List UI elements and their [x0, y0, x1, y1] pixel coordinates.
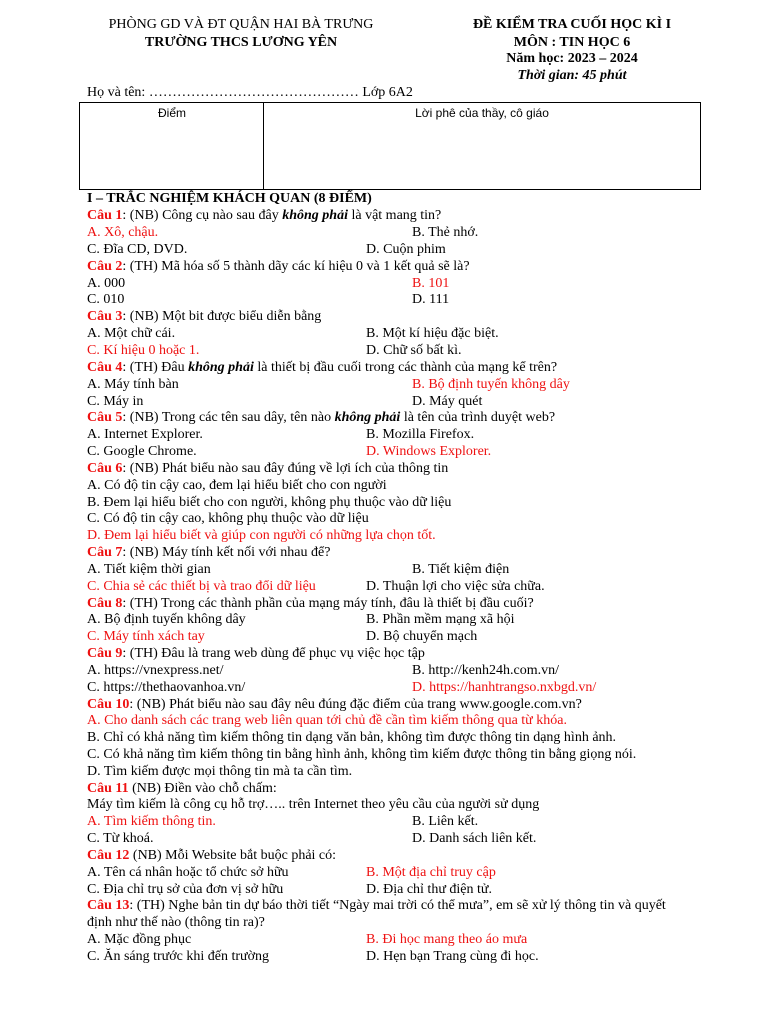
question-2 [87, 259, 470, 275]
question-12-stem: (NB) Mỗi Website bắt buộc phải có: [129, 848, 337, 863]
q5-option-d: D. Windows Explorer. [366, 444, 492, 459]
question-13-stem-2: định như thế nào (thông tin ra)? [87, 915, 265, 930]
school-year: Năm học: 2023 – 2024 [506, 51, 638, 66]
q5-option-c: C. Google Chrome. [87, 444, 197, 459]
question-5-stem-b: là tên của trình duyệt web? [400, 410, 556, 425]
question-4 [87, 360, 557, 376]
question-4-label: Câu 4 [87, 360, 123, 375]
question-10-stem: : (NB) Phát biểu nào sau đây nêu đúng đặc điểm của trang www.google.com.vn? [129, 697, 582, 712]
q2-option-a: A. 000 [87, 276, 126, 291]
question-1 [87, 208, 441, 224]
question-4-emphasis: không phải [188, 360, 254, 375]
q1-option-c: C. Đĩa CD, DVD. [87, 242, 188, 257]
question-1-emphasis: không phải [282, 208, 348, 223]
question-11-label: Câu 11 [87, 781, 129, 796]
exam-duration: Thời gian: 45 phút [517, 68, 627, 83]
q3-option-a: A. Một chữ cái. [87, 326, 176, 341]
q9-option-b: B. http://kenh24h.com.vn/ [412, 663, 559, 678]
q6-option-d: D. Đem lại hiểu biết và giúp con người có những lựa chọn tốt. [87, 528, 436, 543]
question-1-stem-b: là vật mang tin? [347, 208, 442, 223]
question-4-stem-a: : (TH) Đâu [122, 360, 189, 375]
question-1-label: Câu 1 [87, 208, 123, 223]
question-11 [87, 781, 277, 797]
q4-option-a: A. Máy tính bàn [87, 377, 179, 392]
score-table [79, 102, 701, 190]
teacher-comment-header: Lời phê của thầy, cô giáo [415, 106, 549, 120]
question-7 [87, 545, 330, 561]
question-10-label: Câu 10 [87, 697, 130, 712]
question-9 [87, 646, 425, 662]
q8-option-d: D. Bộ chuyển mạch [366, 629, 478, 644]
q2-option-c: C. 010 [87, 292, 125, 307]
question-10 [87, 697, 582, 713]
q7-option-c: C. Chia sẻ các thiết bị và trao đổi dữ liệu [87, 579, 316, 594]
q13-option-a: A. Mặc đồng phục [87, 932, 192, 947]
q7-option-d: D. Thuận lợi cho việc sửa chữa. [366, 579, 545, 594]
q1-option-b: B. Thẻ nhớ. [412, 225, 479, 240]
department-name: PHÒNG GD VÀ ĐT QUẬN HAI BÀ TRƯNG [108, 17, 374, 32]
section-title: I – TRẮC NGHIỆM KHÁCH QUAN (8 ĐIỂM) [87, 191, 372, 206]
question-13-stem: : (TH) Nghe bản tin dự báo thời tiết “Ngày mai trời có thể mưa”, em sẽ xử lý thông tin và quyết [129, 898, 666, 913]
student-name-line: Họ và tên: ……………………………………… Lớp 6A2 [87, 85, 413, 100]
question-1-stem-a: : (NB) Công cụ nào sau đây [122, 208, 283, 223]
q8-option-c: C. Máy tính xách tay [87, 629, 205, 644]
question-8 [87, 596, 534, 612]
question-7-stem: : (NB) Máy tính kết nối với nhau để? [122, 545, 331, 560]
q9-option-d: D. https://hanhtrangso.nxbgd.vn/ [412, 680, 597, 695]
question-3-stem: : (NB) Một bit được biểu diễn bằng [122, 309, 322, 324]
q11-option-b: B. Liên kết. [412, 814, 479, 829]
q9-option-a: A. https://vnexpress.net/ [87, 663, 224, 678]
question-4-stem-b: là thiết bị đầu cuối trong các thành của mạng kể trên? [253, 360, 558, 375]
q3-option-c: C. Kí hiệu 0 hoặc 1. [87, 343, 200, 358]
question-12-label: Câu 12 [87, 848, 130, 863]
q10-option-c: C. Có khả năng tìm kiếm thông tin bằng hình ảnh, không tìm kiếm được thông tin bằng giọng nói. [87, 747, 637, 762]
q13-option-c: C. Ăn sáng trước khi đến trường [87, 949, 270, 964]
question-6 [87, 461, 448, 477]
q10-option-b: B. Chỉ có khả năng tìm kiếm thông tin dạng văn bản, không tìm được thông tin dạng hình ảnh. [87, 730, 617, 745]
q12-option-a: A. Tên cá nhân hoặc tổ chức sở hữu [87, 865, 289, 880]
q7-option-b: B. Tiết kiệm điện [412, 562, 510, 577]
q11-option-d: D. Danh sách liên kết. [412, 831, 537, 846]
q12-option-c: C. Địa chỉ trụ sở của đơn vị sở hữu [87, 882, 284, 897]
q3-option-b: B. Một kí hiệu đặc biệt. [366, 326, 499, 341]
q5-option-a: A. Internet Explorer. [87, 427, 203, 442]
q11-option-a: A. Tìm kiếm thông tin. [87, 814, 216, 829]
question-2-label: Câu 2 [87, 259, 123, 274]
q10-option-d: D. Tìm kiếm được mọi thông tin mà ta cần tìm. [87, 764, 353, 779]
q4-option-c: C. Máy in [87, 394, 144, 409]
q2-option-b: B. 101 [412, 276, 450, 291]
q12-option-d: D. Địa chỉ thư điện tử. [366, 882, 492, 897]
q12-option-b: B. Một địa chỉ truy cập [366, 865, 496, 880]
school-name: TRƯỜNG THCS LƯƠNG YÊN [144, 35, 338, 50]
q6-option-c: C. Có độ tin cậy cao, không phụ thuộc vào dữ liệu [87, 511, 369, 526]
q13-option-b: B. Đi học mang theo áo mưa [366, 932, 528, 947]
subject-line: MÔN : TIN HỌC 6 [513, 35, 631, 50]
question-7-label: Câu 7 [87, 545, 123, 560]
question-6-label: Câu 6 [87, 461, 123, 476]
question-5 [87, 410, 555, 426]
q8-option-b: B. Phần mềm mạng xã hội [366, 612, 515, 627]
question-12 [87, 848, 336, 864]
q13-option-d: D. Hẹn bạn Trang cùng đi học. [366, 949, 539, 964]
question-13 [87, 898, 666, 914]
q4-option-d: D. Máy quét [412, 394, 483, 409]
q8-option-a: A. Bộ định tuyến không dây [87, 612, 246, 627]
question-11-stem-2: Máy tìm kiếm là công cụ hỗ trợ….. trên Internet theo yêu cầu của người sử dụng [87, 797, 540, 812]
question-3-label: Câu 3 [87, 309, 123, 324]
question-5-emphasis: không phải [334, 410, 401, 425]
exam-title: ĐỀ KIỂM TRA CUỐI HỌC KÌ I [472, 17, 672, 32]
question-9-stem: : (TH) Đâu là trang web dùng để phục vụ việc học tập [122, 646, 425, 661]
question-8-label: Câu 8 [87, 596, 123, 611]
q9-option-c: C. https://thethaovanhoa.vn/ [87, 680, 246, 695]
score-table-divider [263, 103, 264, 189]
question-8-stem: : (TH) Trong các thành phần của mạng máy tính, đâu là thiết bị đầu cuối? [122, 596, 534, 611]
q11-option-c: C. Từ khoá. [87, 831, 154, 846]
q6-option-a: A. Có độ tin cậy cao, đem lại hiểu biết cho con người [87, 478, 387, 493]
q1-option-a: A. Xô, chậu. [87, 225, 159, 240]
question-6-stem: : (NB) Phát biểu nào sau đây đúng về lợi ích của thông tin [122, 461, 449, 476]
question-3 [87, 309, 321, 325]
q2-option-d: D. 111 [412, 292, 450, 307]
q3-option-d: D. Chữ số bất kì. [366, 343, 462, 358]
q4-option-b: B. Bộ định tuyến không dây [412, 377, 570, 392]
question-5-stem-a: : (NB) Trong các tên sau dây, tên nào [122, 410, 335, 425]
q10-option-a: A. Cho danh sách các trang web liên quan tới chủ đề cần tìm kiếm thông qua từ khóa. [87, 713, 567, 728]
question-2-stem: : (TH) Mã hóa số 5 thành dãy các kí hiệu 0 và 1 kết quả sẽ là? [122, 259, 470, 274]
question-5-label: Câu 5 [87, 410, 123, 425]
q1-option-d: D. Cuộn phim [366, 242, 446, 257]
question-11-stem: (NB) Điền vào chỗ chấm: [128, 781, 277, 796]
q5-option-b: B. Mozilla Firefox. [366, 427, 475, 442]
question-13-label: Câu 13 [87, 898, 130, 913]
q7-option-a: A. Tiết kiệm thời gian [87, 562, 211, 577]
score-column-header: Điểm [157, 106, 187, 120]
question-9-label: Câu 9 [87, 646, 123, 661]
q6-option-b: B. Đem lại hiểu biết cho con người, không phụ thuộc vào dữ liệu [87, 495, 452, 510]
